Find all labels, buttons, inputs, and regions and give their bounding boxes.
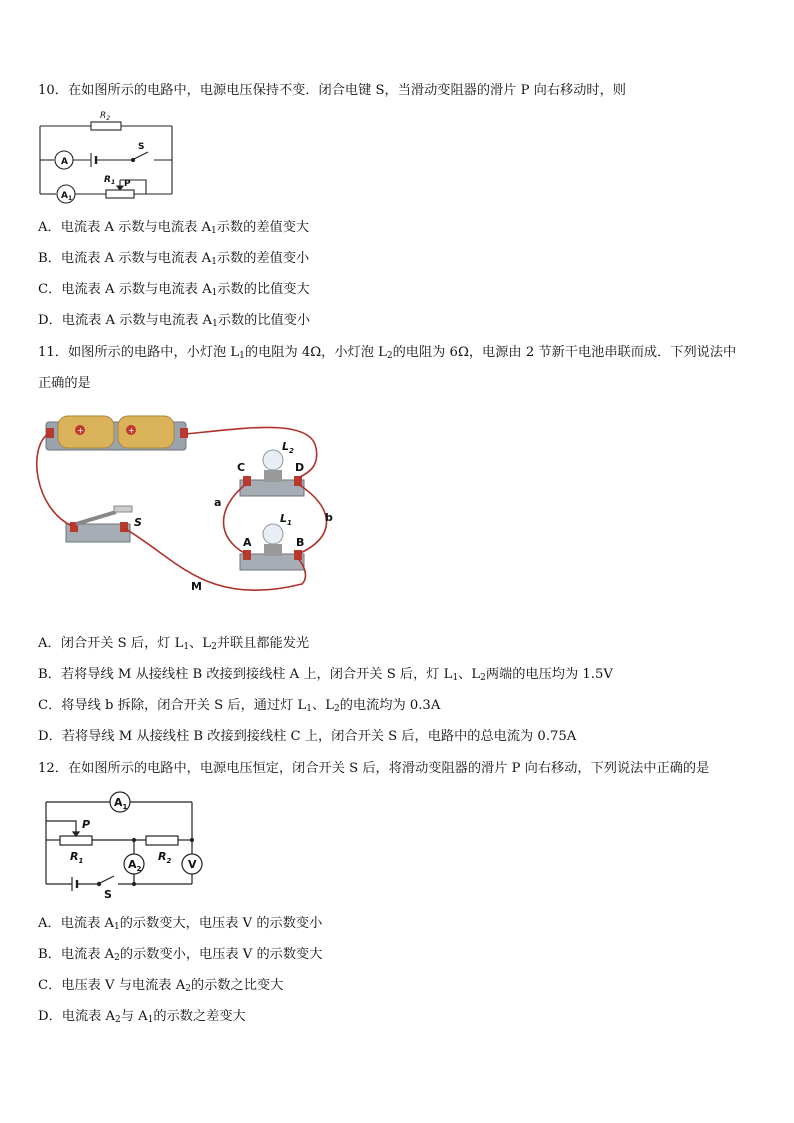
q12-label-r1: $R_1$ [70,850,84,865]
q12-option-a: A．电流表 $A_1$的示数变大，电压表 V 的示数变小 [38,916,323,932]
q12-option-d: D．电流表 $A_2$与 $A_1$的示数之差变大 [38,1009,246,1025]
q11-circuit-figure [36,408,336,596]
q11-label-wire-a: a [214,496,222,509]
q11-label-m: M [191,580,202,593]
q10-label-ammeter1: $A_1$ [61,191,73,202]
svg-text:+: + [128,426,135,435]
q12-label-r2: $R_2$ [158,850,172,865]
q12-label-v: V [188,858,197,871]
q10-circuit-figure [36,108,178,203]
q10-stem: 10．在如图所示的电路中，电源电压保持不变．闭合电键 S，当滑动变阻器的滑片 P 向右移动时，则 [38,83,626,98]
q12-stem: 12．在如图所示的电路中，电源电压恒定，闭合开关 S 后，将滑动变阻器的滑片 P 向右移动，下列说法中正确的是 [38,761,710,776]
q11-label-c: C [237,461,246,474]
q10-option-d: D．电流表 A 示数与电流表 $A_1$示数的比值变小 [38,313,311,329]
q10-label-r2: $R_2$ [100,111,111,122]
q11-stem-line1: 11．如图所示的电路中，小灯泡 $L_1$的电阻为 4Ω，小灯泡 $L_2$的电阻为 6Ω，电源由 2 节新干电池串联而成．下列说法中 [38,345,737,361]
q12-label-a1: $A_1$ [114,796,128,811]
q11-label-s: S [134,516,142,529]
q11-label-l2: $L_2$ [282,440,294,455]
svg-text:+: + [77,426,84,435]
q12-label-s: S [104,888,112,901]
q12-option-c: C．电压表 V 与电流表 $A_2$的示数之比变大 [38,978,284,994]
q10-label-r1: $R_1$ [104,175,116,186]
q12-label-p: P [82,818,91,831]
q12-circuit-figure [38,788,210,900]
q11-stem-line2: 正确的是 [38,376,91,391]
q11-label-l1: $L_1$ [280,512,292,527]
q11-label-a: A [243,536,252,549]
q10-label-ammeter: A [61,157,68,167]
q11-label-d: D [295,461,305,474]
q10-option-a: A．电流表 A 示数与电流表 $A_1$示数的差值变大 [38,220,310,236]
q10-label-s: S [138,142,145,152]
q11-option-c: C．将导线 b 拆除，闭合开关 S 后，通过灯 $L_1$、$L_2$的电流均为 0.3A [38,698,441,714]
q11-option-d: D．若将导线 M 从接线柱 B 改接到接线柱 C 上，闭合开关 S 后，电路中的总电流为 0.75A [38,729,577,744]
q11-label-wire-b: b [325,511,333,524]
q10-label-p: P [124,179,131,189]
q11-option-a: A．闭合开关 S 后，灯 $L_1$、$L_2$并联且都能发光 [38,636,310,652]
q10-option-c: C．电流表 A 示数与电流表 $A_1$示数的比值变大 [38,282,310,298]
q12-label-a2: $A_2$ [128,858,142,873]
q11-label-b: B [296,536,305,549]
q12-option-b: B．电流表 $A_2$的示数变小，电压表 V 的示数变大 [38,947,323,963]
q10-option-b: B．电流表 A 示数与电流表 $A_1$示数的差值变小 [38,251,310,267]
q11-option-b: B．若将导线 M 从接线柱 B 改接到接线柱 A 上，闭合开关 S 后，灯 $L_1$、$L_2$两端的电压均为 1.5V [38,667,613,683]
